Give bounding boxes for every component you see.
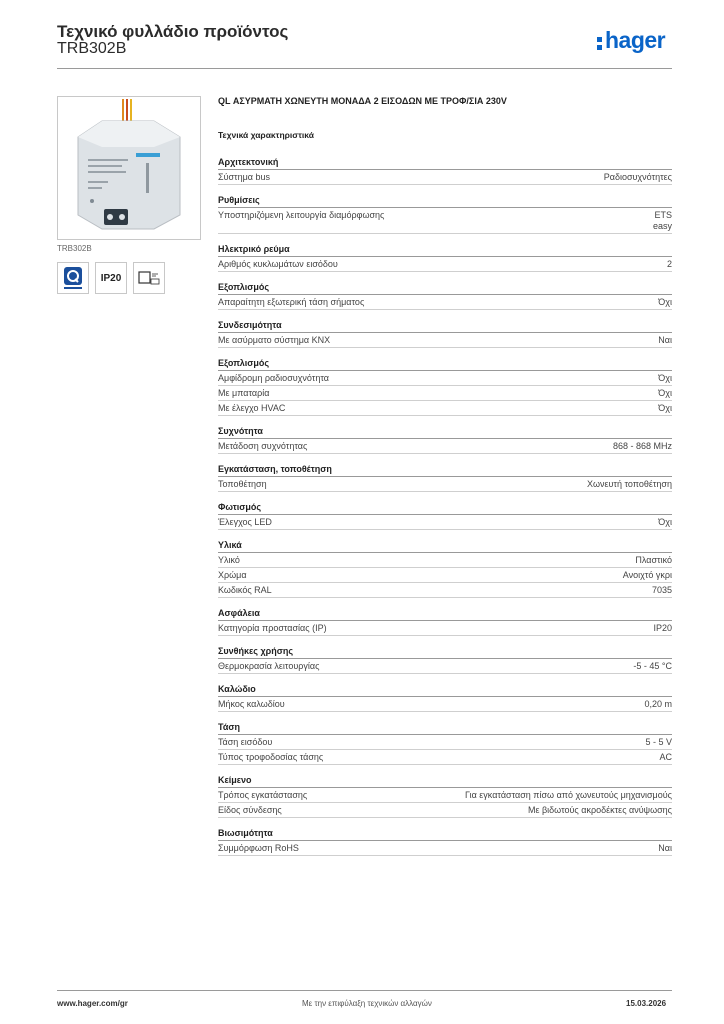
spec-value-line: Ναι	[658, 335, 672, 345]
spec-row	[218, 401, 672, 416]
spec-value-line: 0,20 m	[644, 699, 672, 709]
spec-value-line: -5 - 45 °C	[633, 661, 672, 671]
spec-value	[623, 570, 672, 581]
spec-group	[218, 721, 672, 765]
spec-table	[218, 156, 672, 865]
spec-group-title: Φωτισμός	[218, 501, 672, 515]
flush-mount-badge-icon	[133, 262, 165, 294]
spec-value-line: Ανοιχτό γκρι	[622, 570, 672, 580]
spec-label: Απαραίτητη εξωτερική τάση σήματος	[218, 297, 365, 307]
spec-group	[218, 607, 672, 636]
spec-group-title: Αρχιτεκτονική	[218, 156, 672, 170]
spec-value	[652, 585, 672, 596]
spec-value-line: Πλαστικό	[635, 555, 672, 565]
spec-row	[218, 333, 672, 348]
spec-value-line: Με βιδωτούς ακροδέκτες ανύψωσης	[527, 805, 672, 815]
spec-group-title: Ασφάλεια	[218, 607, 672, 621]
spec-value-line: 868 - 868 MHz	[612, 441, 672, 451]
ip20-badge	[95, 262, 127, 294]
spec-row	[218, 295, 672, 310]
spec-group	[218, 194, 672, 234]
spec-group-title: Βιωσιμότητα	[218, 827, 672, 841]
spec-value	[633, 661, 672, 672]
spec-value	[658, 517, 672, 528]
spec-row	[218, 553, 672, 568]
spec-group	[218, 281, 672, 310]
spec-label: Μήκος καλωδίου	[218, 699, 285, 709]
spec-label: Μετάδοση συχνότητας	[218, 441, 308, 451]
spec-value-line: Όχι	[658, 517, 672, 527]
product-photo	[57, 96, 201, 240]
spec-label: Είδος σύνδεσης	[218, 805, 282, 815]
spec-row	[218, 386, 672, 401]
spec-value-line: AC	[659, 752, 672, 762]
spec-value	[658, 373, 672, 384]
spec-label: Αμφίδρομη ραδιοσυχνότητα	[218, 373, 329, 383]
spec-row	[218, 697, 672, 712]
spec-group	[218, 683, 672, 712]
spec-label: Τρόπος εγκατάστασης	[218, 790, 308, 800]
spec-row	[218, 788, 672, 803]
spec-value	[653, 210, 672, 232]
spec-row	[218, 257, 672, 272]
spec-label: Με έλεγχο HVAC	[218, 403, 286, 413]
spec-group	[218, 774, 672, 818]
spec-group-title: Εγκατάσταση, τοποθέτηση	[218, 463, 672, 477]
spec-value	[645, 737, 672, 748]
spec-row	[218, 568, 672, 583]
spec-group	[218, 827, 672, 856]
spec-label: Σύστημα bus	[218, 172, 271, 182]
quicklink-badge-icon	[57, 262, 89, 294]
spec-value-line: Για εγκατάσταση πίσω από χωνευτούς μηχανισμούς	[465, 790, 672, 800]
ip20-badge-label: IP20	[100, 272, 122, 284]
spec-label: Τάση εισόδου	[218, 737, 273, 747]
spec-row	[218, 515, 672, 530]
spec-label: Υλικό	[218, 555, 240, 565]
spec-group	[218, 319, 672, 348]
spec-group-title: Συνδεσιμότητα	[218, 319, 672, 333]
spec-value-line: Όχι	[658, 373, 672, 383]
spec-group	[218, 463, 672, 492]
spec-value	[644, 699, 672, 710]
spec-group-title: Συχνότητα	[218, 425, 672, 439]
spec-value-line: Ραδιοσυχνότητες	[603, 172, 672, 182]
spec-group-title: Ηλεκτρικό ρεύμα	[218, 243, 672, 257]
spec-value-line: 7035	[651, 585, 672, 595]
spec-group	[218, 645, 672, 674]
spec-value	[658, 403, 672, 414]
spec-group-title: Ρυθμίσεις	[218, 194, 672, 208]
spec-group-title: Υλικά	[218, 539, 672, 553]
spec-group-title: Εξοπλισμός	[218, 357, 672, 371]
spec-label: Συμμόρφωση RoHS	[218, 843, 299, 853]
spec-value	[465, 790, 672, 801]
spec-label: Αριθμός κυκλωμάτων εισόδου	[218, 259, 338, 269]
header-divider	[57, 68, 672, 69]
spec-label: Υποστηριζόμενη λειτουργία διαμόρφωσης	[218, 210, 385, 220]
spec-row	[218, 659, 672, 674]
spec-group-title: Κείμενο	[218, 774, 672, 788]
spec-value-line: Όχι	[658, 388, 672, 398]
spec-row	[218, 841, 672, 856]
spec-value	[658, 843, 672, 854]
spec-group-title: Εξοπλισμός	[218, 281, 672, 295]
spec-value-line: easy	[652, 221, 672, 231]
spec-value	[658, 388, 672, 399]
spec-label: Με μπαταρία	[218, 388, 270, 398]
spec-value-line: Όχι	[658, 403, 672, 413]
spec-row	[218, 803, 672, 818]
spec-value-line: Ναι	[658, 843, 672, 853]
spec-value-line: 2	[666, 259, 672, 269]
spec-label: Κωδικός RAL	[218, 585, 272, 595]
spec-value-line: 5 - 5 V	[645, 737, 672, 747]
footer-note: Με την επιφύλαξη τεχνικών αλλαγών	[302, 999, 432, 1008]
spec-value	[659, 752, 672, 763]
spec-value	[613, 441, 672, 452]
spec-group-title: Τάση	[218, 721, 672, 735]
spec-value-line: IP20	[653, 623, 672, 633]
spec-value	[653, 623, 672, 634]
spec-row	[218, 621, 672, 636]
spec-value	[658, 297, 672, 308]
spec-label: Με ασύρματο σύστημα KNX	[218, 335, 331, 345]
spec-row	[218, 735, 672, 750]
spec-value	[587, 479, 672, 490]
document-title: Τεχνικό φυλλάδιο προϊόντος	[57, 22, 289, 41]
footer-divider	[57, 990, 672, 991]
spec-value-line: Χωνευτή τοποθέτηση	[586, 479, 672, 489]
spec-value-line: ETS	[654, 210, 672, 220]
spec-value	[604, 172, 672, 183]
spec-row	[218, 439, 672, 454]
spec-row	[218, 170, 672, 185]
spec-row	[218, 750, 672, 765]
spec-value	[667, 259, 672, 270]
spec-row	[218, 477, 672, 492]
spec-label: Τύπος τροφοδοσίας τάσης	[218, 752, 324, 762]
spec-label: Χρώμα	[218, 570, 247, 580]
spec-group-title: Καλώδιο	[218, 683, 672, 697]
spec-group	[218, 156, 672, 185]
spec-value	[528, 805, 672, 816]
spec-group	[218, 425, 672, 454]
spec-row	[218, 371, 672, 386]
spec-group	[218, 243, 672, 272]
spec-label: Τοποθέτηση	[218, 479, 267, 489]
spec-label: Κατηγορία προστασίας (IP)	[218, 623, 327, 633]
footer-website-link[interactable]: www.hager.com/gr	[57, 999, 128, 1008]
brand-name: hager	[605, 27, 666, 53]
spec-group	[218, 539, 672, 598]
spec-value	[658, 335, 672, 346]
product-title: QL ΑΣΥΡΜΑΤΗ ΧΩΝΕΥΤΗ ΜΟΝΑΔΑ 2 ΕΙΣΟΔΩΝ ΜΕ ΤΡΟΦ/ΣΙΑ 230V	[218, 96, 507, 106]
product-code: TRB302B	[57, 40, 127, 57]
spec-group-title: Συνθήκες χρήσης	[218, 645, 672, 659]
spec-group	[218, 357, 672, 416]
spec-value	[635, 555, 672, 566]
spec-value-line: Όχι	[658, 297, 672, 307]
footer-date: 15.03.2026	[626, 999, 667, 1008]
spec-row	[218, 208, 672, 234]
spec-label: Έλεγχος LED	[218, 517, 272, 527]
spec-row	[218, 583, 672, 598]
tech-heading: Τεχνικά χαρακτηριστικά	[218, 130, 314, 140]
spec-label: Θερμοκρασία λειτουργίας	[218, 661, 320, 671]
spec-group	[218, 501, 672, 530]
photo-caption: TRB302B	[57, 244, 92, 253]
